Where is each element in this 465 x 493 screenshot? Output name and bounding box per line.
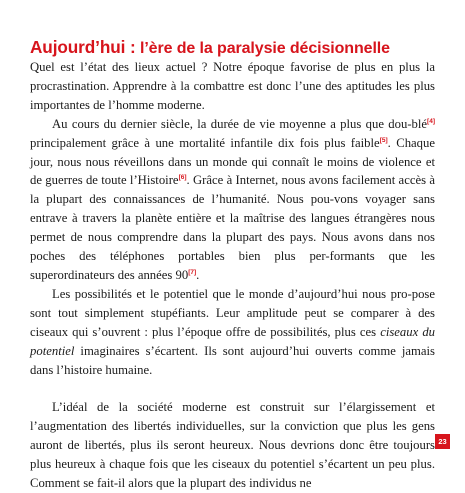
page-content (30, 38, 435, 493)
paragraph-3-part-1: Les possibilités et le potentiel que le monde d’aujourd’hui nous pro-pose sont tout simplement stupéfiants. Leur amplitude peut se comparer à des ciseaux qui s’ouvrent : plus l’époque offre de possibilités, plus ces (30, 286, 435, 339)
paragraph-2-part-1: Au cours du dernier siècle, la durée de vie moyenne a plus que dou-blé (52, 116, 428, 131)
paragraph-3 (30, 285, 435, 380)
footnote-ref-7[interactable]: [7] (188, 268, 197, 276)
paragraph-3-part-2: imaginaires s’écartent. Ils sont aujourd’hui ouverts comme jamais dans l’histoire humaine. (30, 343, 435, 377)
paragraph-2-part-4: . Grâce à Internet, nous avons facilement accès à la plupart des connaissances de l’humanité. Nous pou-vons voyager sans entrave à travers la planète entière et la maîtrise des langues étrangères nous permet de nous comprendre dans la plupart des pays. Nous avons dans nos poches des téléphones portables bien plus per-formants que les superordinateurs des années 90 (30, 173, 435, 282)
paragraph-1: Quel est l’état des lieux actuel ? Notre époque favorise de plus en plus la procrastination. Apprendre à la combattre est donc l’une des aptitudes les plus importantes de l’homme moderne. (30, 60, 435, 112)
footnote-ref-6[interactable]: [6] (178, 174, 187, 182)
paragraph-2-part-3: . Chaque jour, nous nous réveillons dans un monde qui connaît le moins de violence et de guerres de toute l’Histoire (30, 135, 435, 188)
footnote-ref-4[interactable]: [4] (427, 117, 435, 125)
paragraph-4: L’idéal de la société moderne est construit sur l’élargissement et l’augmentation des libertés individuelles, sur la conviction que plus les gens auront de libertés, plus ils seront heureux. Nous devrions donc être toujours plus heureux à chaque fois que les ciseaux du potentiel s’écartent un peu plus. Comment se fait-il alors que la plupart des individus ne (30, 400, 435, 491)
paragraph-2-part-5: . (196, 267, 200, 282)
paragraph-spacer (30, 379, 435, 398)
footnote-ref-5[interactable]: [5] (379, 136, 388, 144)
chapter-title-lead: Aujourd’hui : (30, 37, 136, 57)
chapter-title (30, 38, 435, 58)
page-number-badge: 23 (435, 434, 450, 449)
paragraph-2-part-2: principalement grâce à une mortalité infantile dix fois plus faible (30, 135, 380, 150)
chapter-title-rest: l’ère de la paralysie décisionnelle (135, 40, 390, 57)
paragraph-2 (30, 115, 435, 285)
paragraph-3-emphasis: ciseaux du potentiel (30, 324, 436, 358)
